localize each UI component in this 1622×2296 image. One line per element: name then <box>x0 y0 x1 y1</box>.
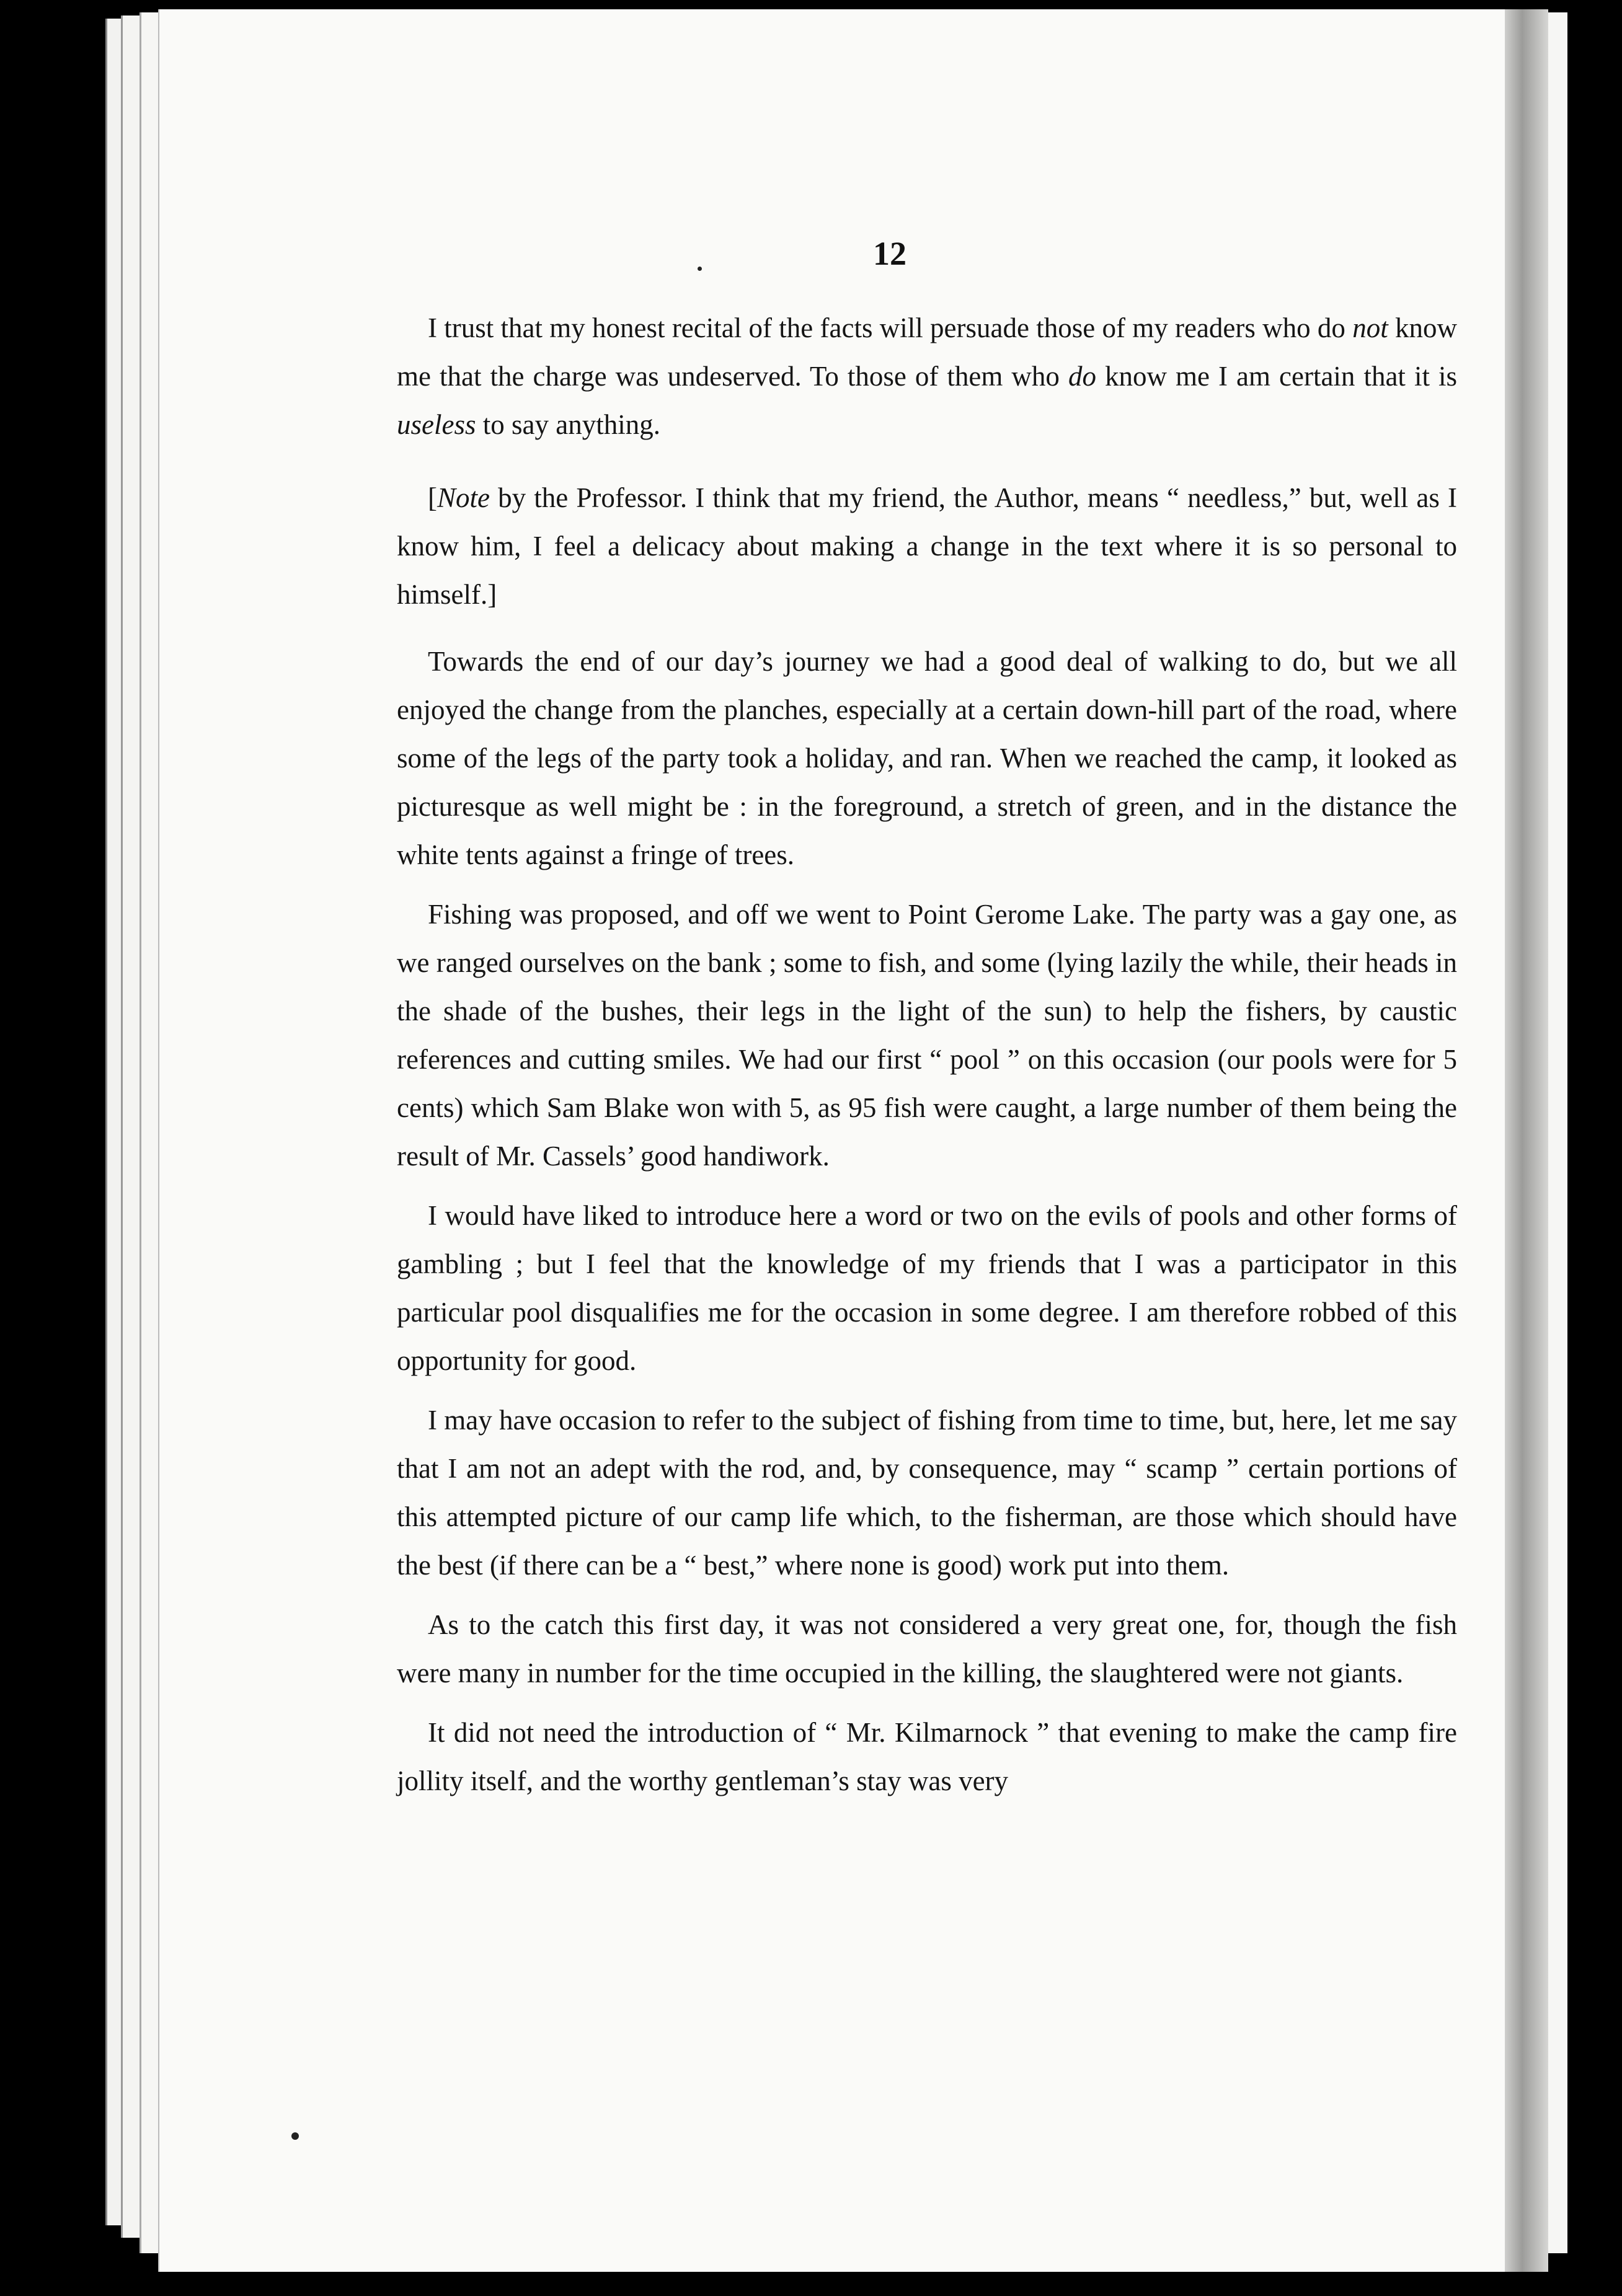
emphasis-text: do <box>1068 361 1096 392</box>
paragraph-intro <box>397 304 1457 449</box>
paragraph-text: to say anything. <box>476 409 660 440</box>
paragraph-text: by the Professor. I think that my friend, the Author, means “ needless,” but, well as I know him, I feel a delicacy about making a change in the text where it is so personal to himself.] <box>397 482 1457 610</box>
print-speck <box>698 267 702 271</box>
paragraph-catch: As to the catch this first day, it was not considered a very great one, for, though the fish were many in number for the time occupied in the killing, the slaughtered were not giants. <box>397 1609 1457 1689</box>
page-number: 12 <box>873 235 906 272</box>
paragraph-text: [ <box>428 482 437 513</box>
paragraph-fishing: Fishing was proposed, and off we went to Point Gerome Lake. The party was a gay one, as we ranged ourselves on the bank ; some to fish, and some (lying lazily the while, their heads in the shade of the bushes, their legs in the light of the sun) to help the fishers, by caustic references and cutting smiles. We had our first “ pool ” on this occasion (our pools were for 5 cents) which Sam Blake won with 5, as 95 fish were caught, a large number of them being the result of Mr. Cassels’ good handiwork. <box>397 899 1457 1172</box>
paragraph-journey: Towards the end of our day’s journey we had a good deal of walking to do, but we all enjoyed the change from the planches, especially at a certain down-hill part of the road, where some of the legs of the party took a holiday, and ran. When we reached the camp, it looked as picturesque as well might be : in the foreground, a stretch of green, and in the distance the white tents against a fringe of trees. <box>397 646 1457 870</box>
print-speck <box>291 2132 299 2140</box>
body-text <box>397 304 1457 1816</box>
paragraph-adept: I may have occasion to refer to the subject of fishing from time to time, but, here, let me say that I am not an adept with the rod, and, by consequence, may “ scamp ” certain portions of this attempted picture of our camp life which, to the fisherman, are those which should have the best (if there can be a “ best,” where none is good) work put into them. <box>397 1405 1457 1581</box>
paragraph-gambling: I would have liked to introduce here a word or two on the evils of pools and other forms of gambling ; but I feel that the knowledge of my friends that I was a participator in this particular pool disqualifies me for the occasion in some degree. I am therefore robbed of this opportunity for good. <box>397 1200 1457 1376</box>
paragraph-kilmarnock: It did not need the introduction of “ Mr. Kilmarnock ” that evening to make the camp fire jollity itself, and the worthy gentleman’s stay was very <box>397 1717 1457 1796</box>
page-gutter-shadow <box>1505 9 1548 2272</box>
emphasis-text: not <box>1352 312 1388 343</box>
paragraph-text: know me I am certain that it is <box>1096 361 1458 392</box>
professor-note <box>397 474 1457 619</box>
emphasis-text: useless <box>397 409 476 440</box>
paragraph-text: I trust that my honest recital of the facts will persuade those of my readers who do <box>428 312 1353 343</box>
emphasis-text: Note <box>437 482 490 513</box>
paragraph-text: know me that the charge was undeserved. To those of them who <box>397 312 1458 392</box>
